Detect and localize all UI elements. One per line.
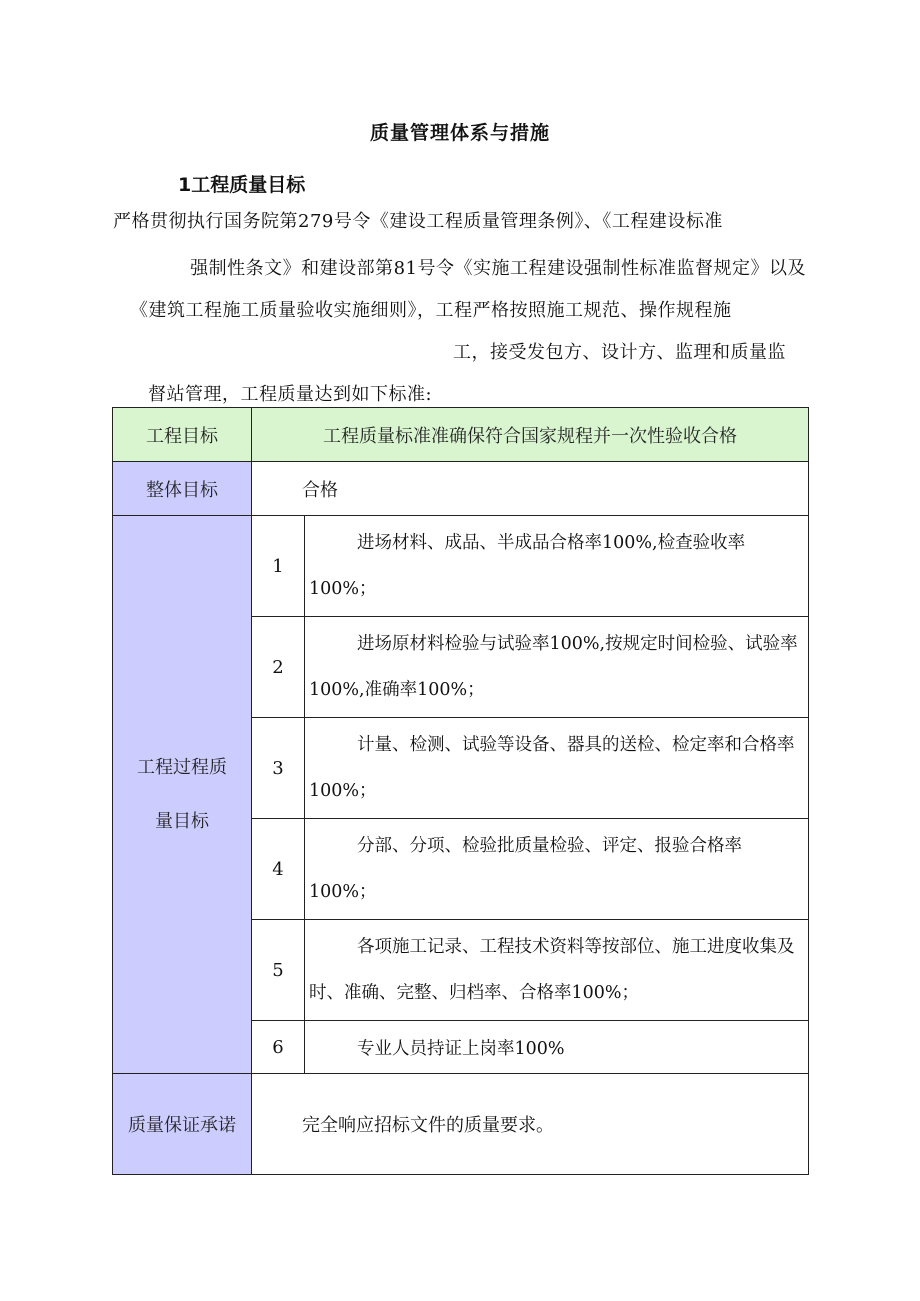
paragraph-line: 《建筑工程施工质量验收实施细则》，工程严格按照施工规范、操作规程施 (130, 300, 732, 321)
item-text: 计量、检测、试验等设备、器具的送检、检定率和合格率100%； (305, 718, 809, 819)
item-number: 4 (252, 819, 305, 920)
process-target-label (113, 516, 252, 1074)
overall-target-row (113, 462, 809, 516)
item-number: 2 (252, 617, 305, 718)
quality-promise-value: 完全响应招标文件的质量要求。 (252, 1074, 809, 1175)
engineering-target-label: 工程目标 (113, 408, 252, 462)
document-title: 质量管理体系与措施 (369, 122, 550, 144)
item-text: 各项施工记录、工程技术资料等按部位、施工进度收集及时、准确、完整、归档率、合格率100%； (305, 920, 809, 1021)
quality-promise-row (113, 1074, 809, 1175)
quality-target-table (112, 407, 809, 1175)
quality-promise-label: 质量保证承诺 (113, 1074, 252, 1175)
overall-target-label: 整体目标 (113, 462, 252, 516)
table-header-row (113, 408, 809, 462)
item-number: 3 (252, 718, 305, 819)
item-text: 专业人员持证上岗率100% (305, 1021, 809, 1074)
item-number: 6 (252, 1021, 305, 1074)
item-text: 进场原材料检验与试验率100%,按规定时间检验、试验率100%,准确率100%； (305, 617, 809, 718)
paragraph-line: 督站管理，工程质量达到如下标准: (148, 384, 433, 405)
table-row (113, 516, 809, 617)
item-number: 5 (252, 920, 305, 1021)
section-heading: 1工程质量目标 (178, 174, 306, 196)
item-text: 进场材料、成品、半成品合格率100%,检查验收率100%； (305, 516, 809, 617)
process-label-line1: 工程过程质 (137, 756, 227, 778)
overall-target-value: 合格 (252, 462, 809, 516)
paragraph-line: 严格贯彻执行国务院第279号令《建设工程质量管理条例》、《工程建设标准 (113, 211, 723, 232)
process-label-line2: 量目标 (155, 810, 209, 832)
paragraph-line: 工，接受发包方、设计方、监理和质量监 (453, 342, 786, 363)
item-number: 1 (252, 516, 305, 617)
engineering-target-value: 工程质量标准准确保符合国家规程并一次性验收合格 (252, 408, 809, 462)
item-text: 分部、分项、检验批质量检验、评定、报验合格率100%； (305, 819, 809, 920)
paragraph-line: 强制性条文》和建设部第81号令《实施工程建设强制性标准监督规定》以及 (190, 258, 806, 279)
